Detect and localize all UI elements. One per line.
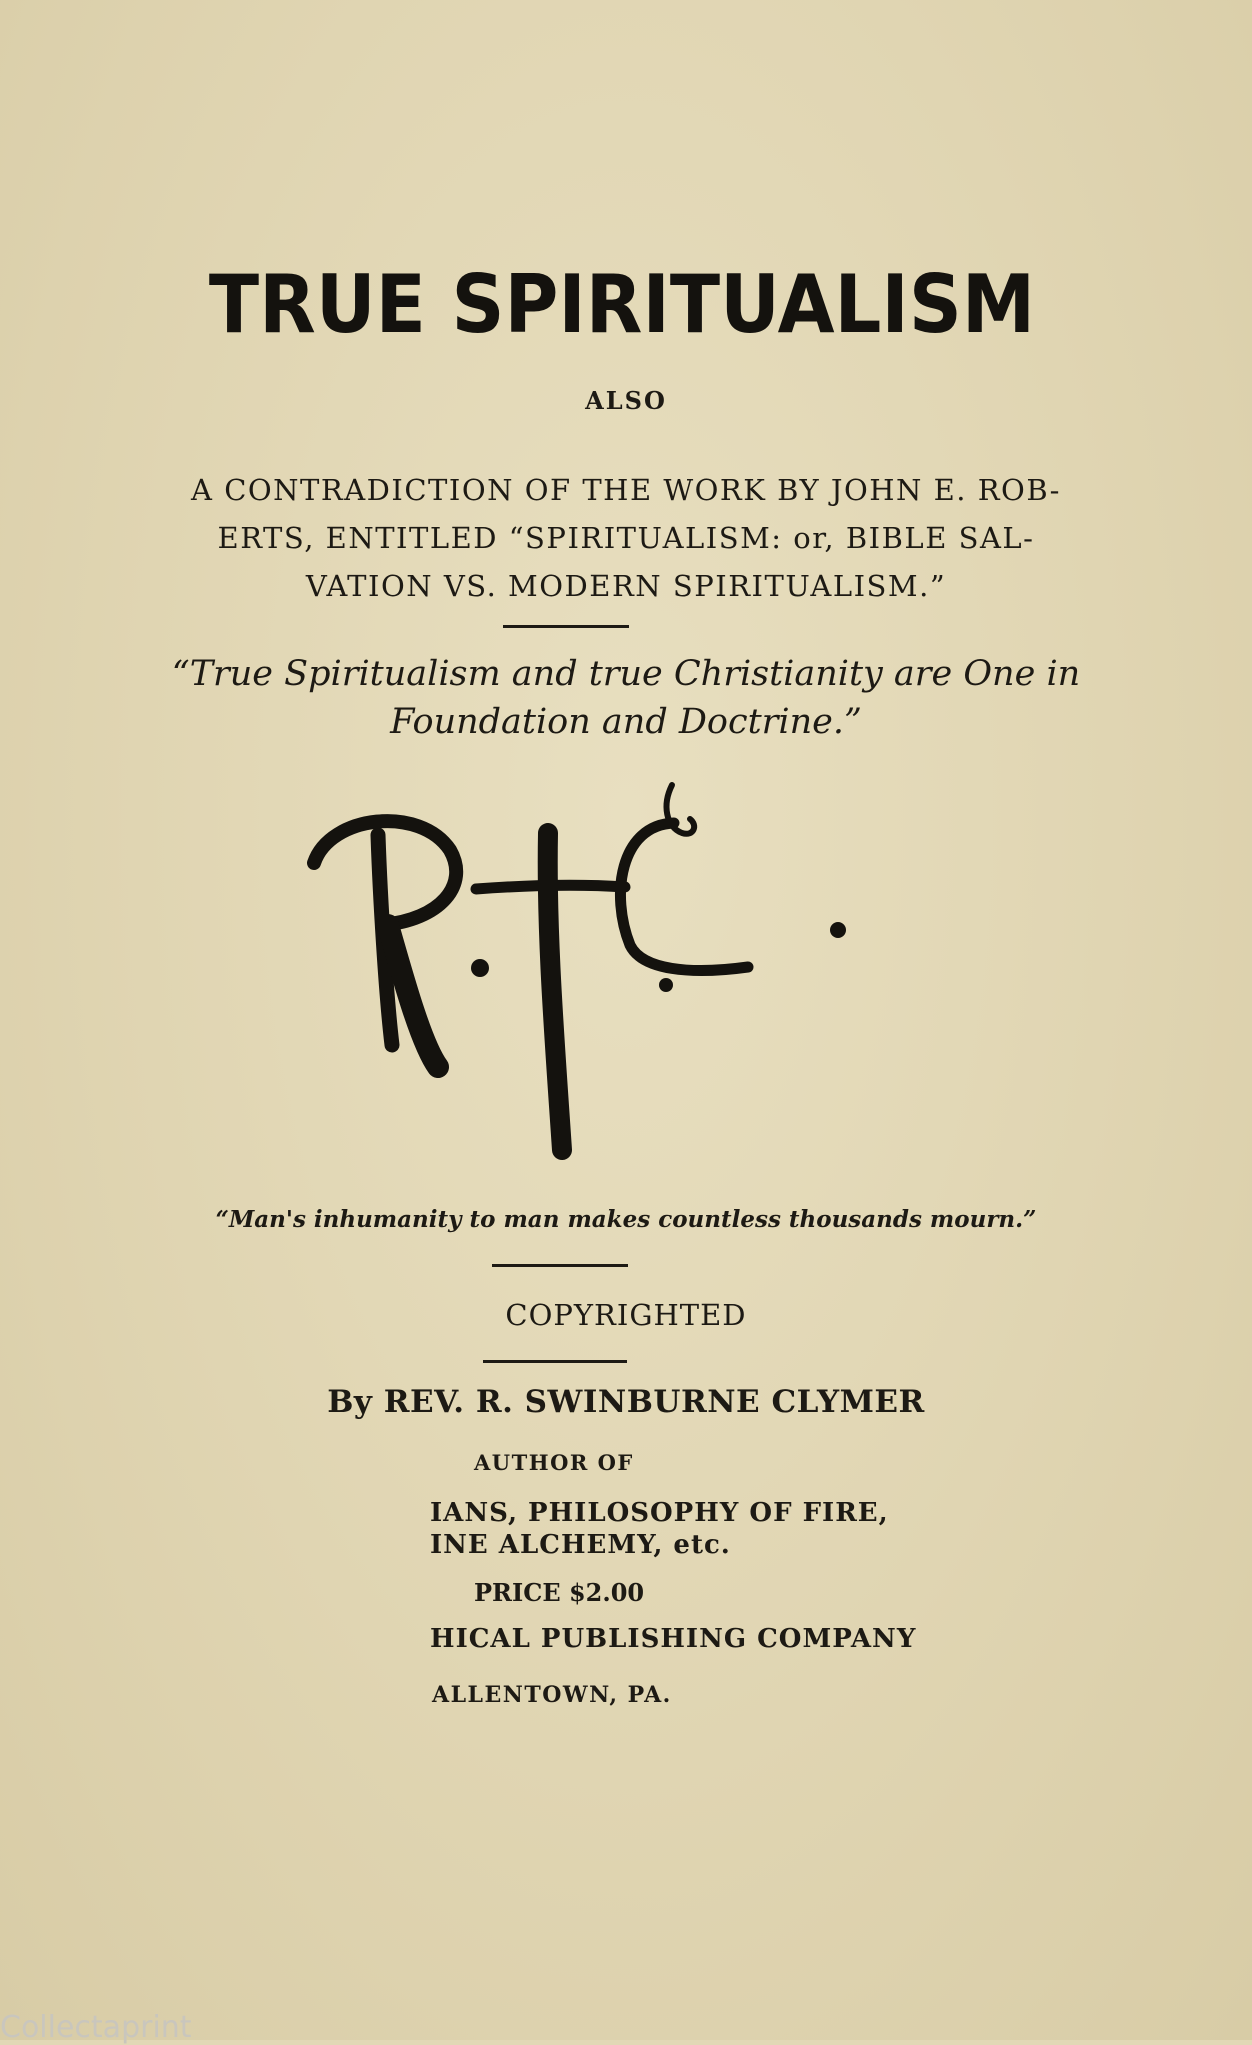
motto-line: Foundation and Doctrine.” (390, 702, 862, 742)
subtitle-line: ERTS, ENTITLED “SPIRITUALISM: or, BIBLE SAL- (217, 521, 1035, 555)
divider-rule (483, 1360, 627, 1363)
other-works-line: INE ALCHEMY, etc. (430, 1530, 731, 1560)
divider-rule (503, 625, 629, 628)
divider-rule (492, 1264, 628, 1267)
book-title: TRUE SPIRITUALISM (208, 258, 1036, 351)
also-label: ALSO (585, 386, 667, 415)
scanner-watermark: Collectaprint (0, 2010, 192, 2045)
subtitle-line: VATION VS. MODERN SPIRITUALISM.” (305, 569, 947, 603)
rc-monogram-emblem (290, 775, 870, 1175)
motto (0, 650, 1252, 746)
other-works-line: IANS, PHILOSOPHY OF FIRE, (430, 1498, 889, 1528)
author-of-label: AUTHOR OF (474, 1450, 634, 1475)
secondary-quote: “Man's inhumanity to man makes countless thousands mourn.” (215, 1206, 1037, 1233)
subtitle (0, 466, 1252, 610)
motto-line: “True Spiritualism and true Christianity are One in (171, 654, 1081, 694)
publisher-name: HICAL PUBLISHING COMPANY (430, 1624, 917, 1654)
subtitle-line: A CONTRADICTION OF THE WORK BY JOHN E. ROB- (191, 473, 1061, 507)
publisher-city: ALLENTOWN, PA. (432, 1682, 672, 1708)
price-label: PRICE $2.00 (474, 1578, 645, 1607)
copyright-notice: COPYRIGHTED (505, 1298, 747, 1332)
author-byline: By REV. R. SWINBURNE CLYMER (327, 1384, 925, 1420)
